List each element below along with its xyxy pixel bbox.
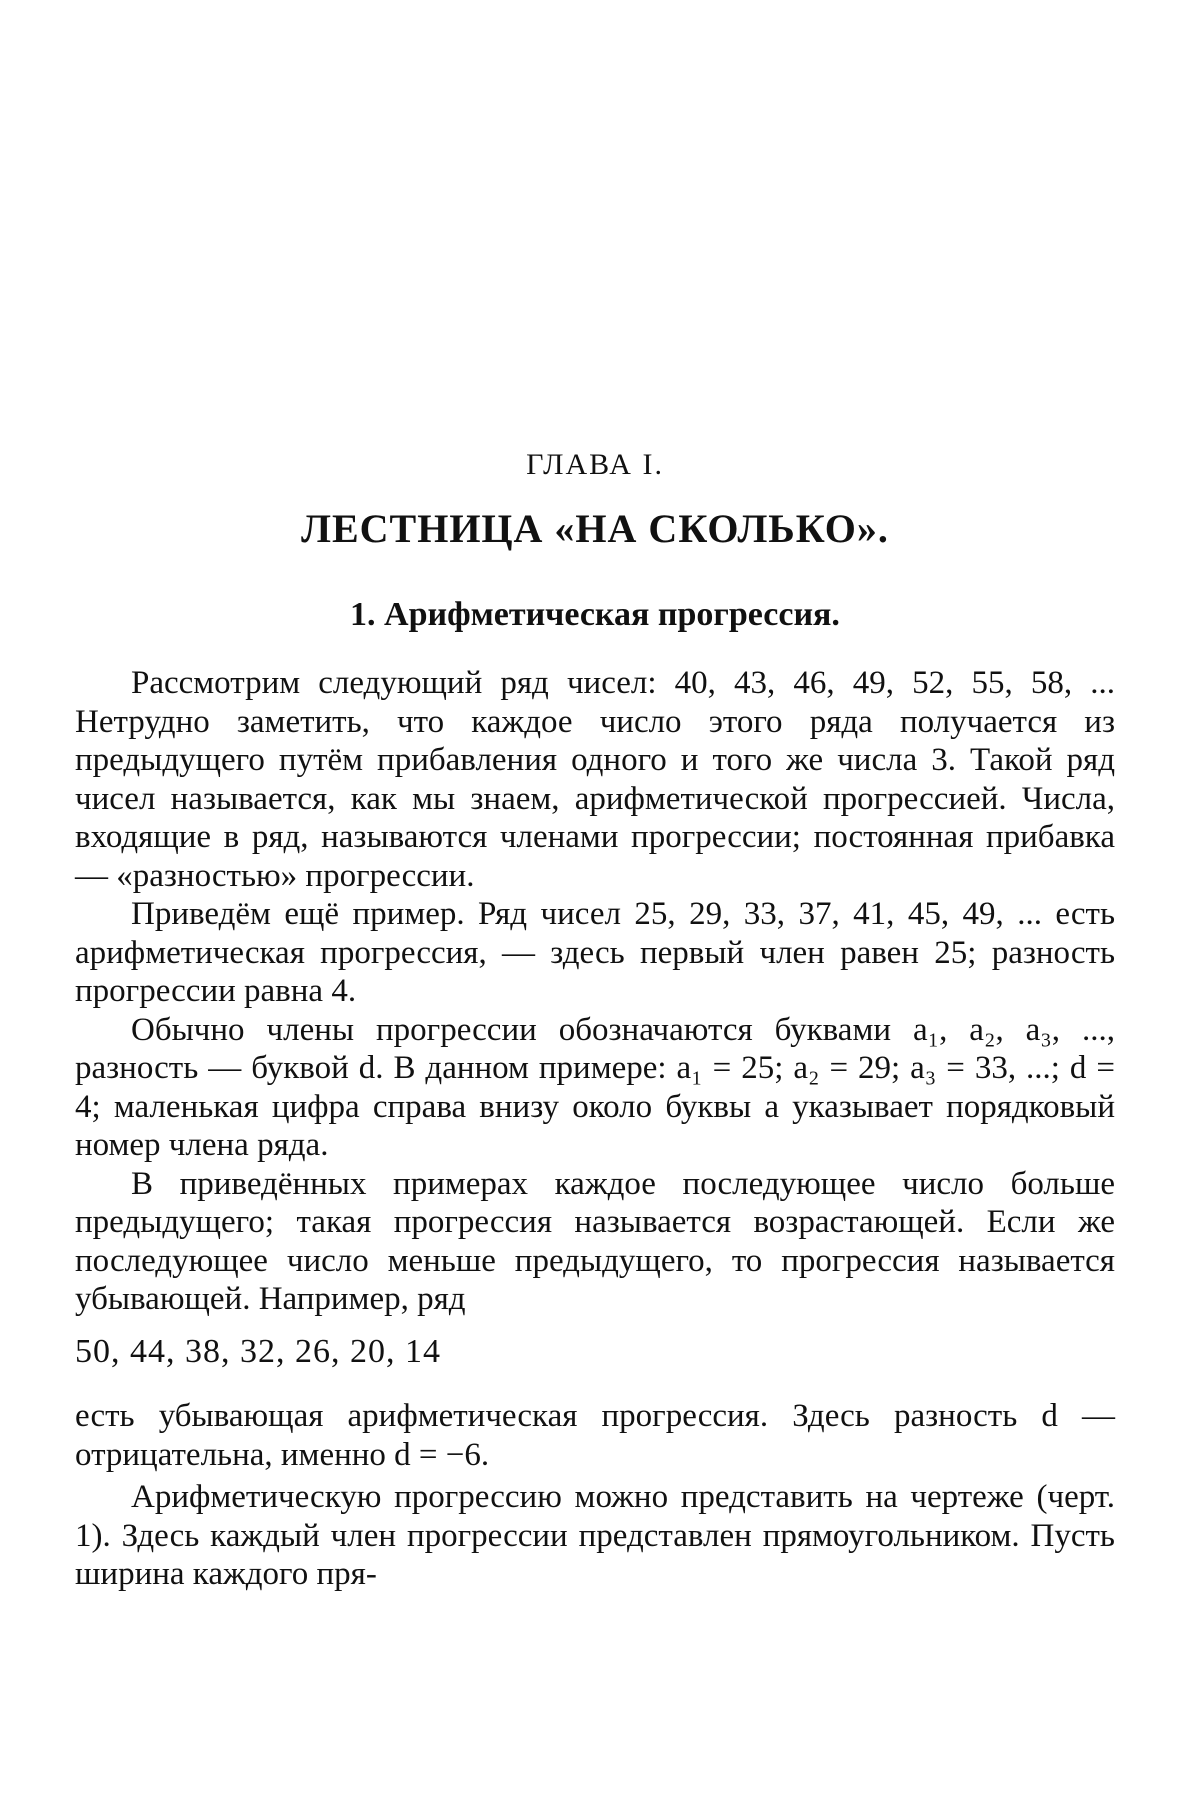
body-text xyxy=(75,664,1115,1594)
paragraph-after-formula: есть убывающая арифметическая прогрессия. Здесь разность d — отрицательна, именно d = −6. xyxy=(75,1398,1115,1473)
section-title: 1. Арифметическая прогрессия. xyxy=(350,596,840,633)
paragraph-last: Арифметическую прогрессию можно представить на чертеже (черт. 1). Здесь каждый член прогрессии представлен прямоугольником. Пусть ширина каждого пря- xyxy=(75,1479,1115,1592)
book-page xyxy=(75,0,1115,1810)
paragraph-1: Рассмотрим следующий ряд чисел: 40, 43, 46, 49, 52, 55, 58, ... Нетрудно заметить, что каждое число этого ряда получается из предыдущего путём прибавления одного и того же числа 3. Такой ряд чисел называется, как мы знаем, арифметической прогрессией. Числа, входящие в ряд, называются членами прогрессии; постоянная прибавка — «разностью» прогрессии. xyxy=(75,665,1115,894)
formula-sequence: 50, 44, 38, 32, 26, 20, 14 xyxy=(75,1332,441,1370)
paragraph-2: Приведём ещё пример. Ряд чисел 25, 29, 33, 37, 41, 45, 49, ... есть арифметическая прогрессия, — здесь первый член равен 25; разность прогрессии равна 4. xyxy=(75,896,1115,1009)
paragraph-3: Обычно члены прогрессии обозначаются буквами a₁, a₂, a₃, ..., разность — буквой d. В данном примере: a₁ = 25; a₂ = 29; a₃ = 33, ...; d = 4; маленькая цифра справа внизу около буквы a указывает порядковый номер члена ряда. xyxy=(75,1011,1115,1163)
chapter-title: ЛЕСТНИЦА «НА СКОЛЬКО». xyxy=(301,506,889,551)
chapter-label: ГЛАВА I. xyxy=(526,448,664,481)
paragraph-4: В приведённых примерах каждое последующее число больше предыдущего; такая прогрессия называется возрастающей. Если же последующее число меньше предыдущего, то прогрессия называется убывающей. Например, ряд xyxy=(75,1165,1115,1317)
